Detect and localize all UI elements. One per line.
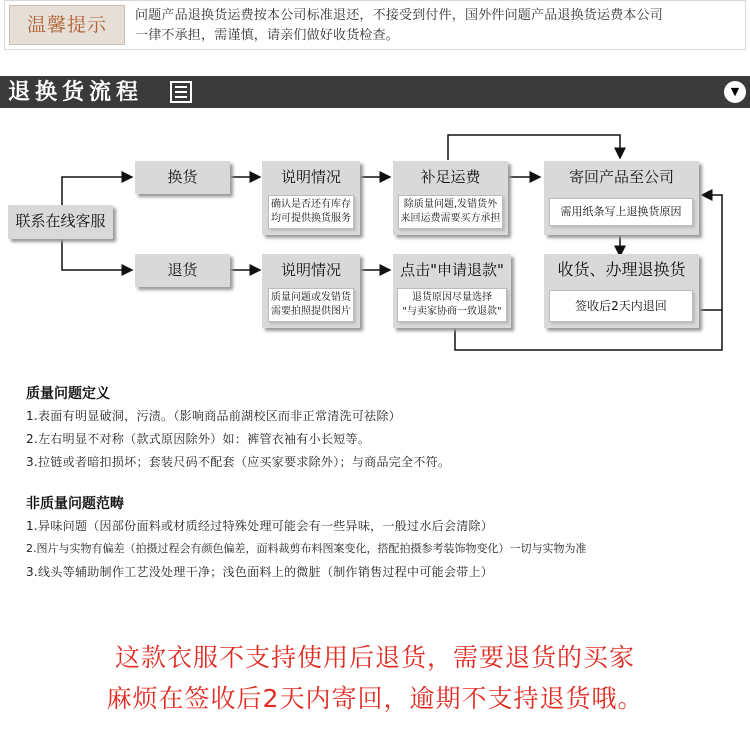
explain-bottom-desc — [268, 288, 354, 322]
apply-refund-desc-1: 退货原因尽量选择 — [412, 292, 492, 303]
send-back-label: 寄回产品至公司 — [568, 168, 674, 186]
explain-top-box — [262, 161, 360, 235]
contact-service-box — [8, 205, 113, 239]
notice-line-2: 一律不承担，需谨慎，请亲们做好收货检查。 — [135, 28, 400, 43]
shipping-desc-1: 除质量问题,发错货外 — [403, 199, 498, 210]
apply-refund-label: 点击"申请退款" — [400, 261, 504, 279]
notice-line-1: 问题产品退换货运费按本公司标准退还，不接受到付件，国外件问题产品退换货运费本公司 — [135, 8, 664, 23]
non-quality-title: 非质量问题范畴 — [26, 496, 124, 512]
shipping-desc-2: 来回运费需要买方承担 — [400, 213, 501, 224]
send-back-box — [544, 161, 699, 235]
explain-top-desc — [268, 195, 354, 229]
explain-bottom-desc-2: 需要拍照提供图片 — [271, 306, 351, 317]
return-box — [135, 254, 230, 287]
contact-service-label: 联系在线客服 — [15, 212, 106, 230]
explain-top-label: 说明情况 — [280, 168, 341, 186]
explain-bottom-box — [262, 254, 360, 328]
non-quality-item-1: 1.异味问题（因部份面料或材质经过特殊处理可能会有一些异味，一般过水后会清除） — [26, 519, 494, 533]
document-icon — [170, 81, 192, 103]
section-title: 退换货流程 — [8, 79, 144, 105]
shipping-desc — [398, 195, 503, 229]
explain-bottom-desc-1: 质量问题或发错货 — [271, 292, 351, 303]
apply-refund-desc-2: "与卖家协商一致退款" — [402, 306, 502, 317]
warning-line-2: 麻烦在签收后2天内寄回，逾期不支持退货哦。 — [106, 684, 644, 713]
send-back-desc: 需用纸条写上退换货原因 — [549, 198, 693, 226]
non-quality-item-2: 2.图片与实物有偏差（拍摄过程会有颜色偏差，面料裁剪布料图案变化，搭配拍摄参考装饰物变化）一切与实物为准 — [26, 542, 587, 555]
explain-bottom-label: 说明情况 — [280, 261, 341, 279]
section-header-bar — [0, 76, 750, 108]
quality-title: 质量问题定义 — [26, 386, 110, 402]
shipping-box — [393, 161, 508, 235]
arrow-loop-right — [700, 195, 722, 310]
exchange-label: 换货 — [167, 168, 198, 186]
receive-label: 收货、办理退换货 — [557, 260, 686, 279]
return-label: 退货 — [167, 261, 198, 279]
shipping-label: 补足运费 — [420, 168, 481, 186]
return-flowchart — [0, 130, 750, 360]
apply-refund-desc — [397, 288, 507, 322]
notice-text — [135, 6, 743, 46]
non-quality-item-3: 3.线头等辅助制作工艺没处理干净；浅色面料上的微脏（制作销售过程中可能会带上） — [26, 565, 494, 579]
apply-refund-box — [393, 254, 511, 328]
collapse-toggle-icon[interactable]: ▼ — [724, 81, 746, 103]
explain-top-desc-2: 均可提供换货服务 — [271, 213, 351, 224]
notice-badge: 温馨提示 — [9, 5, 125, 45]
explain-top-desc-1: 确认是否还有库存 — [271, 199, 351, 210]
quality-item-2: 2.左右明显不对称（款式原因除外）如：裤管衣袖有小长短等。 — [26, 432, 371, 446]
receive-box — [544, 254, 699, 328]
exchange-box — [135, 161, 230, 194]
notice-panel — [4, 0, 746, 50]
arrow-loop-top — [448, 135, 620, 160]
receive-desc: 签收后2天内退回 — [549, 290, 693, 322]
arrow-contact-exchange — [62, 177, 132, 205]
arrow-contact-return — [62, 238, 132, 270]
quality-item-1: 1.表面有明显破洞，污渍。（影响商品前湖校区而非正常清洗可祛除） — [26, 409, 402, 423]
warning-line-1: 这款衣服不支持使用后退货，需要退货的买家 — [114, 643, 635, 672]
quality-item-3: 3.拉链或者暗扣损坏；套装尺码不配套（应买家要求除外）；与商品完全不符。 — [26, 455, 451, 469]
